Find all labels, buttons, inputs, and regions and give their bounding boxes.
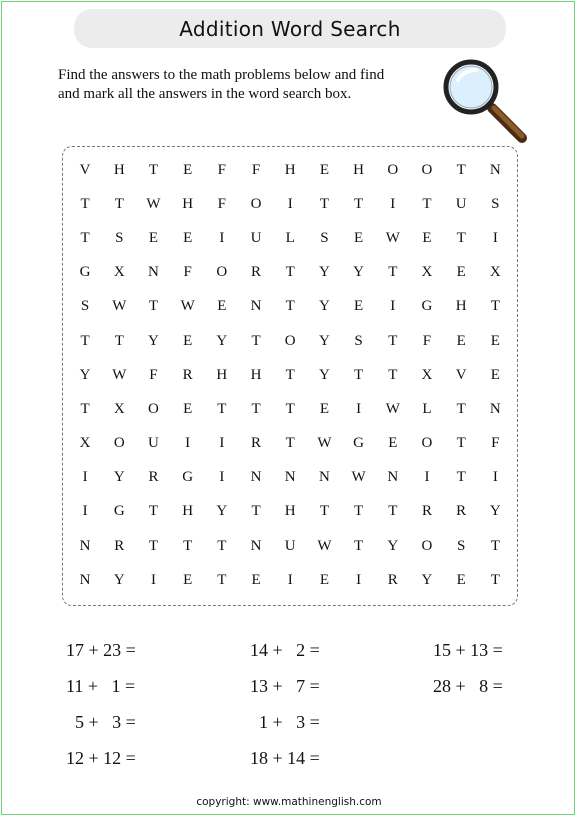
grid-letter[interactable]: Y	[489, 503, 501, 520]
grid-letter[interactable]: E	[388, 435, 398, 452]
grid-letter[interactable]: Y	[421, 571, 433, 588]
grid-letter[interactable]: T	[148, 161, 159, 178]
grid-letter[interactable]: S	[320, 229, 329, 246]
grid-letter[interactable]: V	[79, 161, 91, 178]
grid-letter[interactable]: T	[285, 298, 295, 315]
grid-letter[interactable]: O	[387, 161, 399, 178]
grid-letter[interactable]: T	[354, 366, 364, 383]
grid-letter[interactable]: H	[182, 195, 194, 212]
grid-letter[interactable]: R	[456, 503, 467, 520]
grid-letter[interactable]: H	[284, 161, 296, 178]
grid-letter[interactable]: E	[319, 161, 329, 178]
problem-9: 12 + 12 =	[66, 748, 136, 768]
grid-letter[interactable]: F	[422, 332, 432, 349]
grid-letter[interactable]: S	[491, 195, 500, 212]
grid-letter[interactable]: U	[284, 537, 296, 554]
grid-letter[interactable]: N	[250, 469, 262, 486]
problem-1: 17 + 23 =	[66, 640, 136, 660]
grid-letter[interactable]: U	[455, 195, 467, 212]
grid-letter[interactable]: I	[287, 195, 293, 212]
grid-letter[interactable]: T	[80, 195, 90, 212]
grid-letter[interactable]: H	[216, 366, 228, 383]
grid-letter[interactable]: I	[356, 400, 362, 417]
grid-letter[interactable]: E	[490, 366, 500, 383]
grid-letter[interactable]: E	[354, 298, 364, 315]
grid-letter[interactable]: T	[148, 503, 159, 520]
instructions-line-1: Find the answers to the math problems below and find	[58, 67, 385, 83]
grid-letter[interactable]: T	[217, 537, 227, 554]
grid-letter[interactable]: T	[80, 229, 90, 246]
grid-letter[interactable]: E	[422, 229, 432, 246]
grid-letter[interactable]: T	[285, 435, 295, 452]
grid-letter[interactable]: O	[250, 195, 262, 212]
grid-letter[interactable]: X	[113, 400, 125, 417]
grid-letter[interactable]: W	[317, 435, 332, 452]
grid-letter[interactable]: X	[113, 264, 125, 281]
grid-letter[interactable]: U	[250, 229, 262, 246]
grid-letter[interactable]: W	[112, 366, 127, 383]
grid-letter[interactable]: H	[284, 503, 296, 520]
grid-letter[interactable]: E	[183, 229, 193, 246]
grid-letter[interactable]: F	[149, 366, 158, 383]
grid-letter[interactable]: T	[388, 332, 398, 349]
grid-letter[interactable]: N	[284, 469, 296, 486]
grid-letter[interactable]: T	[354, 537, 364, 554]
grid-letter[interactable]: E	[319, 400, 329, 417]
grid-letter[interactable]: X	[421, 366, 433, 383]
grid-letter[interactable]: I	[390, 298, 396, 315]
grid-letter[interactable]: T	[388, 366, 398, 383]
grid-letter[interactable]: Y	[79, 366, 91, 383]
grid-letter[interactable]: R	[387, 571, 398, 588]
grid-letter[interactable]: V	[455, 366, 467, 383]
grid-letter[interactable]: T	[183, 537, 193, 554]
grid-letter[interactable]: S	[115, 229, 124, 246]
grid-letter[interactable]: W	[351, 469, 366, 486]
grid-letter[interactable]: T	[114, 332, 124, 349]
grid-letter[interactable]: T	[456, 161, 466, 178]
grid-letter[interactable]: O	[284, 332, 296, 349]
grid-letter[interactable]: Y	[148, 332, 159, 349]
grid-letter[interactable]: T	[354, 503, 364, 520]
problem-6: 28 + 8 =	[433, 676, 503, 696]
grid-letter[interactable]: R	[182, 366, 193, 383]
grid-letter[interactable]: T	[456, 229, 466, 246]
grid-letter[interactable]: T	[148, 298, 159, 315]
grid-letter[interactable]: T	[490, 571, 500, 588]
grid-letter[interactable]: I	[424, 469, 430, 486]
grid-letter[interactable]: N	[318, 469, 330, 486]
grid-letter[interactable]: I	[82, 469, 88, 486]
grid-letter[interactable]: E	[456, 571, 466, 588]
grid-letter[interactable]: Y	[318, 332, 330, 349]
grid-letter[interactable]: Y	[387, 537, 399, 554]
grid-letter[interactable]: U	[148, 435, 159, 452]
grid-letter[interactable]: I	[356, 571, 362, 588]
grid-letter[interactable]: E	[183, 571, 193, 588]
grid-letter[interactable]: F	[217, 161, 227, 178]
grid-letter[interactable]: Y	[216, 332, 228, 349]
grid-letter[interactable]: T	[80, 332, 90, 349]
grid-letter[interactable]: R	[421, 503, 432, 520]
page-title: Addition Word Search	[179, 16, 401, 41]
grid-letter[interactable]: E	[456, 264, 466, 281]
problem-8: 1 + 3 =	[259, 712, 320, 732]
grid-letter[interactable]: E	[354, 229, 364, 246]
grid-letter[interactable]: R	[114, 537, 125, 554]
grid-letter[interactable]: T	[490, 298, 500, 315]
grid-letter[interactable]: N	[387, 469, 399, 486]
grid-letter[interactable]: N	[489, 400, 501, 417]
grid-letter[interactable]: N	[250, 298, 262, 315]
grid-letter[interactable]: G	[182, 469, 194, 486]
grid-letter[interactable]: H	[182, 503, 194, 520]
grid-letter[interactable]: N	[489, 161, 501, 178]
grid-letter[interactable]: T	[319, 195, 329, 212]
grid-letter[interactable]: W	[146, 195, 161, 212]
grid-letter[interactable]: T	[388, 503, 398, 520]
grid-letter[interactable]: E	[183, 161, 193, 178]
grid-letter[interactable]: X	[79, 435, 91, 452]
magnifying-glass-icon	[440, 58, 530, 150]
grid-letter[interactable]: F	[491, 435, 500, 452]
grid-letter[interactable]: Y	[318, 264, 330, 281]
grid-letter[interactable]: T	[285, 400, 295, 417]
grid-letter[interactable]: T	[217, 400, 227, 417]
grid-letter[interactable]: H	[353, 161, 365, 178]
grid-letter[interactable]: E	[217, 298, 227, 315]
grid-letter[interactable]: I	[492, 469, 498, 486]
grid-letter[interactable]: G	[353, 435, 365, 452]
grid-letter[interactable]: F	[251, 161, 261, 178]
grid-letter[interactable]: W	[385, 229, 400, 246]
grid-letter[interactable]: I	[390, 195, 396, 212]
grid-letter[interactable]: T	[114, 195, 124, 212]
grid-letter[interactable]: W	[112, 298, 127, 315]
grid-letter[interactable]: G	[79, 264, 91, 281]
grid-letter[interactable]: O	[216, 264, 228, 281]
grid-letter[interactable]: E	[183, 332, 193, 349]
grid-letter[interactable]: T	[456, 435, 466, 452]
problem-5: 13 + 7 =	[250, 676, 320, 696]
grid-letter[interactable]: R	[251, 264, 262, 281]
problem-7: 5 + 3 =	[75, 712, 136, 732]
grid-letter[interactable]: E	[183, 400, 193, 417]
grid-letter[interactable]: Y	[113, 469, 125, 486]
grid-letter[interactable]: T	[490, 537, 500, 554]
grid-letter[interactable]: O	[421, 537, 433, 554]
grid-letter[interactable]: L	[285, 229, 295, 246]
grid-letter[interactable]: E	[490, 332, 500, 349]
grid-letter[interactable]: T	[80, 400, 90, 417]
grid-letter[interactable]: E	[319, 571, 329, 588]
grid-letter[interactable]: O	[148, 400, 159, 417]
grid-letter[interactable]: T	[422, 195, 432, 212]
grid-letter[interactable]: I	[492, 229, 498, 246]
grid-letter[interactable]: H	[455, 298, 467, 315]
grid-letter[interactable]: Y	[318, 366, 330, 383]
grid-letter[interactable]: F	[217, 195, 227, 212]
grid-letter[interactable]: R	[251, 435, 262, 452]
grid-letter[interactable]: N	[250, 537, 262, 554]
grid-letter[interactable]: T	[148, 537, 159, 554]
grid-letter[interactable]: T	[354, 195, 364, 212]
grid-letter[interactable]: Y	[113, 571, 125, 588]
grid-letter[interactable]: I	[219, 469, 225, 486]
grid-letter[interactable]: T	[285, 366, 295, 383]
grid-letter[interactable]: N	[79, 571, 91, 588]
grid-letter[interactable]: L	[422, 400, 432, 417]
grid-letter[interactable]: Y	[353, 264, 365, 281]
grid-letter[interactable]: S	[354, 332, 363, 349]
word-search-grid	[68, 153, 512, 597]
grid-letter[interactable]: T	[388, 264, 398, 281]
grid-letter[interactable]: G	[113, 503, 125, 520]
grid-letter[interactable]: N	[79, 537, 91, 554]
grid-letter[interactable]: T	[319, 503, 329, 520]
grid-letter[interactable]: E	[456, 332, 466, 349]
grid-letter[interactable]: R	[148, 469, 159, 486]
grid-letter[interactable]: N	[148, 264, 159, 281]
grid-letter[interactable]: O	[113, 435, 125, 452]
grid-letter[interactable]: I	[219, 229, 225, 246]
grid-letter[interactable]: W	[317, 537, 332, 554]
grid-letter[interactable]: O	[421, 161, 433, 178]
grid-letter[interactable]: I	[185, 435, 191, 452]
grid-letter[interactable]: T	[251, 400, 261, 417]
grid-letter[interactable]: I	[150, 571, 156, 588]
grid-letter[interactable]: F	[183, 264, 192, 281]
grid-letter[interactable]: E	[251, 571, 261, 588]
grid-letter[interactable]: Y	[216, 503, 228, 520]
grid-letter[interactable]: X	[489, 264, 501, 281]
grid-letter[interactable]: T	[251, 332, 261, 349]
grid-letter[interactable]: I	[287, 571, 293, 588]
grid-letter[interactable]: T	[285, 264, 295, 281]
problem-10: 18 + 14 =	[250, 748, 320, 768]
grid-letter[interactable]: T	[217, 571, 227, 588]
grid-letter[interactable]: T	[251, 503, 261, 520]
grid-letter[interactable]: I	[82, 503, 88, 520]
instructions	[58, 66, 428, 104]
grid-letter[interactable]: H	[250, 366, 262, 383]
grid-letter[interactable]: W	[385, 400, 400, 417]
grid-letter[interactable]: I	[219, 435, 225, 452]
grid-letter[interactable]: G	[421, 298, 433, 315]
problem-2: 14 + 2 =	[250, 640, 320, 660]
problem-4: 11 + 1 =	[66, 676, 136, 696]
grid-letter[interactable]: W	[180, 298, 195, 315]
grid-letter[interactable]: T	[456, 400, 466, 417]
problem-3: 15 + 13 =	[433, 640, 503, 660]
grid-letter[interactable]: H	[113, 161, 125, 178]
grid-letter[interactable]: S	[456, 537, 466, 554]
grid-letter[interactable]: O	[421, 435, 433, 452]
title-banner	[74, 9, 506, 48]
grid-letter[interactable]: Y	[318, 298, 330, 315]
grid-letter[interactable]: E	[148, 229, 159, 246]
instructions-line-2: and mark all the answers in the word search box.	[58, 86, 352, 102]
grid-letter[interactable]: T	[456, 469, 466, 486]
grid-letter[interactable]: X	[421, 264, 433, 281]
grid-letter[interactable]: S	[80, 298, 90, 315]
copyright-footer: copyright: www.mathinenglish.com	[196, 796, 382, 808]
